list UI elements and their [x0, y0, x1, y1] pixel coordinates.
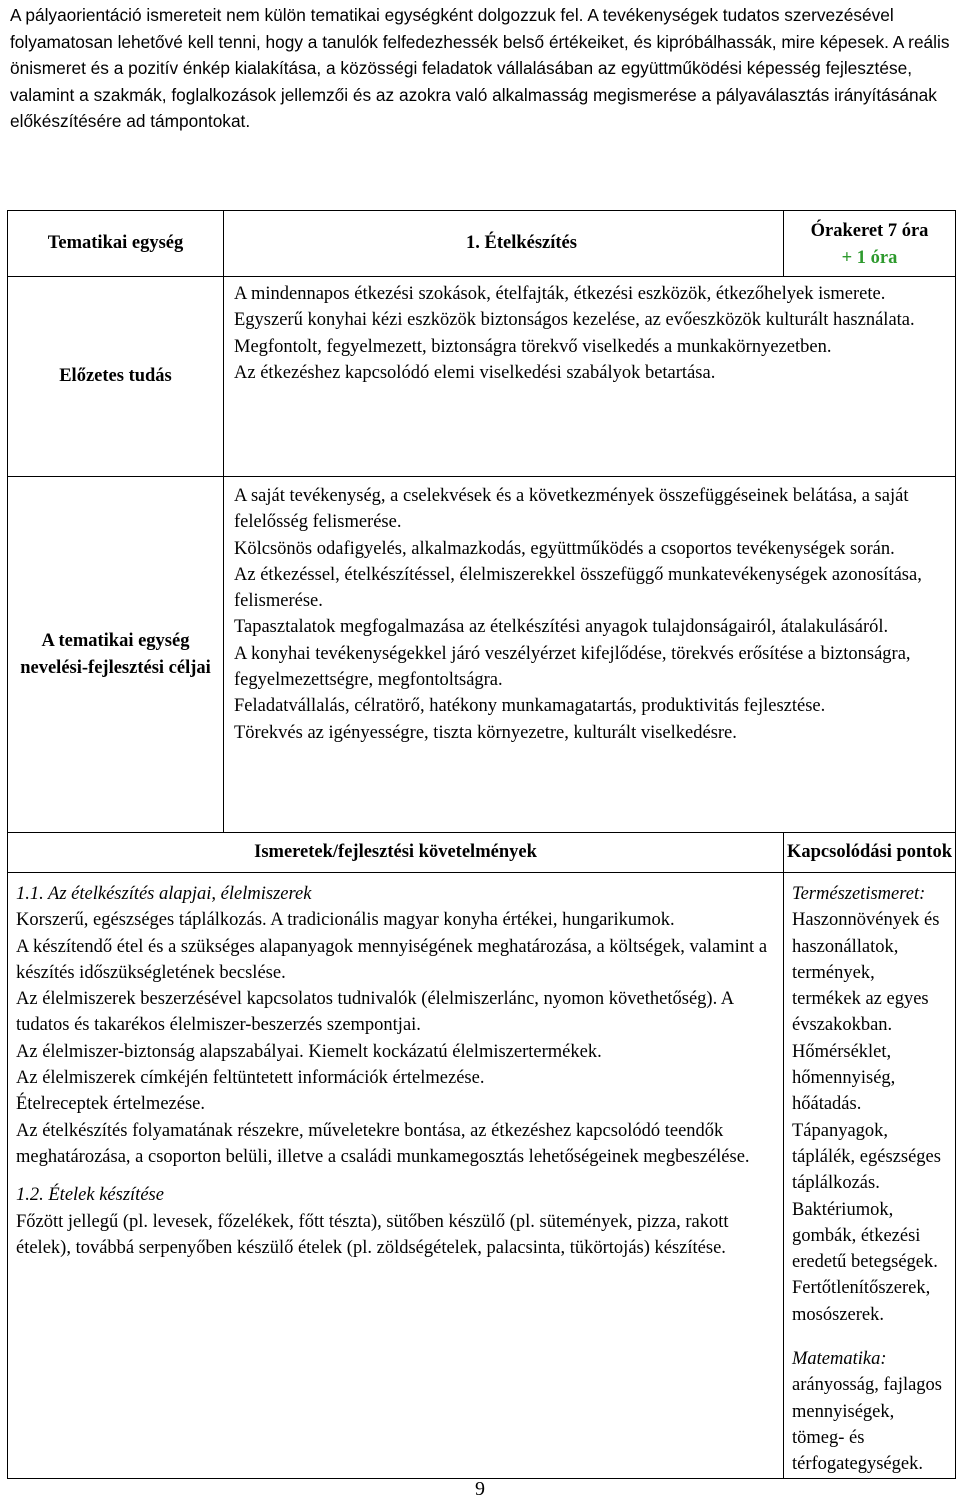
- prior-content: [224, 277, 956, 477]
- page-number: 9: [475, 1478, 485, 1500]
- goal-item: Feladatvállalás, célratörő, hatékony munkamagatartás, produktivitás fejlesztése.: [234, 696, 826, 717]
- hours-extra: + 1 óra: [841, 247, 898, 268]
- header-row: [8, 833, 956, 873]
- prior-item: A mindennapos étkezési szokások, ételfajták, étkezési eszközök, étkezőhelyek ismerete.: [234, 284, 886, 304]
- hours-label: Órakeret 7 óra: [810, 221, 929, 242]
- prior-row: [8, 277, 956, 477]
- unit-title: 1. Ételkészítés: [224, 211, 784, 277]
- prior-item: Az étkezéshez kapcsolódó elemi viselkedési szabályok betartása.: [234, 362, 716, 383]
- unit-row: [8, 211, 956, 277]
- link-item: Haszonnövények és haszonállatok, termények, termékek az egyes évszakokban.: [792, 910, 940, 1036]
- goal-item: Az étkezéssel, ételkészítéssel, élelmiszerekkel összefüggő munkatevékenységek azonosítása, felismerése.: [234, 564, 922, 612]
- goal-item: Tapasztalatok megfogalmazása az ételkészítési anyagok tulajdonságairól, átalakulásáról.: [234, 617, 889, 638]
- link-item: arányosság, fajlagos mennyiségek, tömeg- és térfogategységek.: [792, 1375, 943, 1475]
- requirement-item: Az élelmiszerek beszerzésével kapcsolatos tudnivalók (élelmiszerlánc, nyomon követhetőség). A tudatos és takarékos élelmiszer-beszerzés szempontjai.: [16, 989, 734, 1036]
- requirement-item: Az élelmiszerek címkéjén feltüntetett információk értelmezése.: [16, 1068, 485, 1089]
- links-header: Kapcsolódási pontok: [784, 833, 956, 873]
- section-title: 1.2. Ételek készítése: [16, 1185, 164, 1206]
- link-item: Fertőtlenítőszerek, mosószerek.: [792, 1278, 931, 1325]
- link-item: Baktériumok, gombák, étkezési eredetű betegségek.: [792, 1199, 938, 1273]
- link-subject: Természetismeret:: [792, 884, 926, 904]
- link-item: Hőmérséklet, hőmennyiség, hőátadás.: [792, 1041, 896, 1115]
- intro-paragraph: A pályaorientáció ismereteit nem külön tematikai egységként dolgozzuk fel. A tevékenységek tudatos szervezésével folyamatosan lehetővé kell tenni, hogy a tanulók felfedezhessék belső értékeiket, és kipróbálhassák, mire képesek. A reális önismeret és a pozitív énkép kialakítása, a közösségi feladatok vállalásában az együttműködési képesség fejlesztése, valamint a szakmák, foglalkozások jellemzői és az azokra való alkalmasság megismerése a pályaválasztás irányításának előkészítésére ad támpontokat.: [10, 5, 950, 132]
- requirements-header: Ismeretek/fejlesztési követelmények: [8, 833, 784, 873]
- requirement-item: Ételreceptek értelmezése.: [16, 1094, 205, 1115]
- link-item: Tápanyagok, táplálék, egészséges táplálkozás.: [792, 1120, 941, 1194]
- goals-content: [224, 477, 956, 833]
- prior-item: Egyszerű konyhai kézi eszközök biztonságos kezelése, az evőeszközök kulturált használata.: [234, 310, 915, 331]
- requirements-content: [8, 873, 784, 1479]
- goal-item: A konyhai tevékenységekkel járó veszélyérzet kifejlődése, törekvés erősítése a biztonságra, fegyelmezettségre, megfontoltságra.: [234, 643, 911, 691]
- requirement-item: A készítendő étel és a szükséges alapanyagok mennyiségének meghatározása, a költségek, valamint a készítés időszükségletének becslése.: [16, 936, 768, 983]
- hours-cell: [784, 211, 956, 277]
- requirement-item: Az ételkészítés folyamatának részekre, műveletekre bontása, az étkezéshez kapcsolódó teendők meghatározása, a csoporton belüli, illetve a családi munkamegosztás lehetőségeinek megbeszélése.: [16, 1120, 750, 1167]
- requirement-item: Az élelmiszer-biztonság alapszabályai. Kiemelt kockázatú élelmiszertermékek.: [16, 1041, 602, 1062]
- goal-item: Kölcsönös odafigyelés, alkalmazkodás, együttműködés a csoportos tevékenységek során.: [234, 538, 895, 559]
- goal-item: A saját tevékenység, a cselekvések és a következmények összefüggéseinek belátása, a saját felelősség felismerése.: [234, 486, 909, 533]
- prior-label: Előzetes tudás: [8, 277, 224, 477]
- unit-label: Tematikai egység: [8, 211, 224, 277]
- curriculum-table: [7, 210, 956, 1479]
- goal-item: Törekvés az igényességre, tiszta környezetre, kulturált viselkedésre.: [234, 722, 737, 743]
- goals-row: [8, 477, 956, 833]
- requirement-item: Főzött jellegű (pl. levesek, főzelékek, főtt tészta), sütőben készülő (pl. sütemények, pizza, rakott ételek), továbbá serpenyőben készülő ételek (pl. zöldségételek, palacsinta, tükörtojás) készítése.: [16, 1211, 729, 1258]
- goals-label: A tematikai egység nevelési-fejlesztési céljai: [8, 477, 224, 833]
- content-row: [8, 873, 956, 1479]
- section-title: 1.1. Az ételkészítés alapjai, élelmiszerek: [16, 884, 312, 904]
- prior-item: Megfontolt, fegyelmezett, biztonságra törekvő viselkedés a munkakörnyezetben.: [234, 336, 832, 357]
- links-content: [784, 873, 956, 1479]
- link-subject: Matematika:: [792, 1349, 887, 1370]
- requirement-item: Korszerű, egészséges táplálkozás. A tradicionális magyar konyha értékei, hungarikumok.: [16, 910, 675, 931]
